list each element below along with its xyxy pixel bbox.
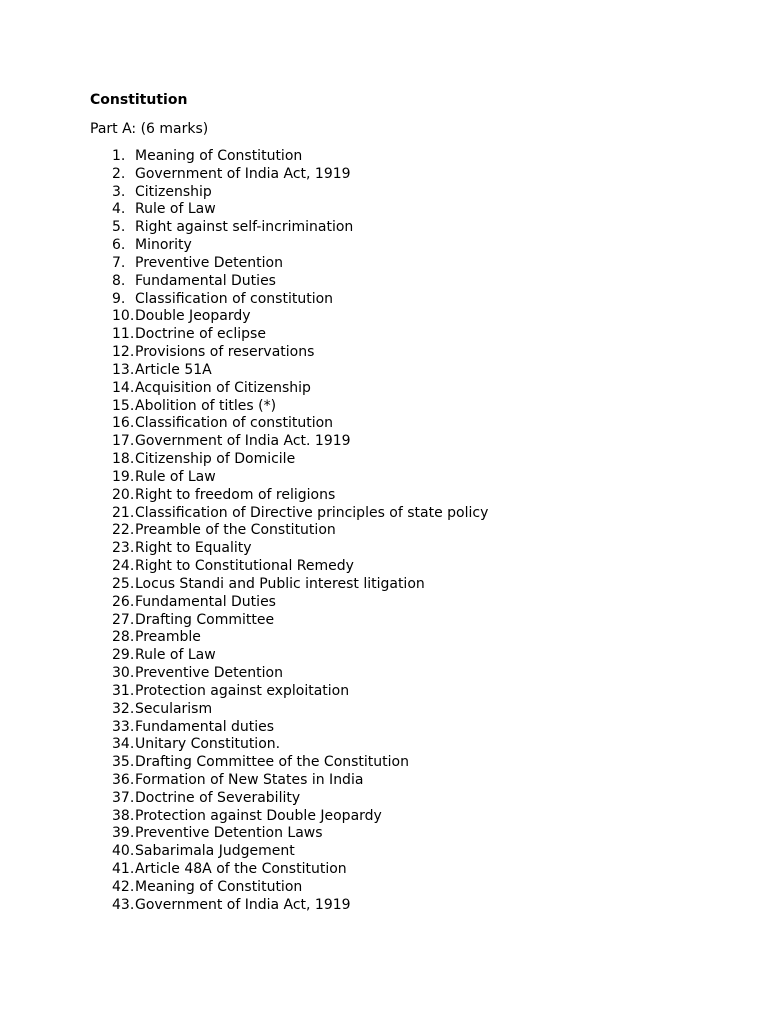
- list-item-text: Provisions of reservations: [135, 344, 315, 361]
- list-item-number: 31.: [112, 682, 135, 699]
- list-item-number: 30.: [112, 665, 135, 682]
- document-title: Constitution: [90, 92, 188, 108]
- list-item-text: Double Jeopardy: [135, 308, 251, 325]
- list-item-number: 9.: [112, 290, 126, 307]
- list-item-text: Citizenship: [135, 183, 212, 200]
- list-item-number: 27.: [112, 611, 135, 628]
- list-item-text: Preventive Detention: [135, 665, 283, 682]
- list-item-text: Article 48A of the Constitution: [135, 861, 347, 878]
- list-item-number: 28.: [112, 629, 135, 646]
- list-item-text: Meaning of Constitution: [135, 878, 303, 895]
- list-item-number: 10.: [112, 308, 135, 325]
- list-item-text: Right to freedom of religions: [135, 486, 336, 503]
- list-item-text: Right to Equality: [135, 540, 252, 557]
- list-item-text: Minority: [135, 237, 192, 254]
- list-item-number: 2.: [112, 165, 126, 182]
- list-item-number: 15.: [112, 397, 135, 414]
- list-item-text: Right to Constitutional Remedy: [135, 558, 354, 575]
- list-item-text: Protection against exploitation: [135, 682, 350, 699]
- list-item-text: Preventive Detention Laws: [135, 825, 323, 842]
- list-item-number: 20.: [112, 486, 135, 503]
- list-item-text: Drafting Committee: [135, 611, 275, 628]
- list-item-number: 24.: [112, 558, 135, 575]
- list-item-text: Preamble of the Constitution: [135, 522, 336, 539]
- list-item-text: Abolition of titles (*): [135, 397, 277, 414]
- list-item-number: 40.: [112, 843, 135, 860]
- list-item-number: 38.: [112, 807, 135, 824]
- list-item-number: 6.: [112, 237, 126, 254]
- list-item-text: Secularism: [135, 700, 213, 717]
- list-item-text: Article 51A: [135, 361, 212, 378]
- list-item-number: 1.: [112, 148, 126, 164]
- list-item-text: Meaning of Constitution: [135, 148, 303, 164]
- list-item-number: 4.: [112, 201, 126, 218]
- list-item-number: 26.: [112, 593, 135, 610]
- list-item-number: 19.: [112, 468, 135, 485]
- list-item-number: 32.: [112, 700, 135, 717]
- list-item-number: 36.: [112, 771, 135, 788]
- list-item-number: 14.: [112, 379, 135, 396]
- section-heading: Part A: (6 marks): [90, 121, 209, 137]
- list-item-number: 35.: [112, 754, 135, 771]
- list-item-text: Doctrine of Severability: [135, 789, 301, 806]
- list-item-text: Rule of Law: [135, 647, 216, 664]
- list-item-text: Classification of constitution: [135, 415, 334, 432]
- list-item-number: 22.: [112, 522, 135, 539]
- list-item-text: Government of India Act, 1919: [135, 896, 351, 913]
- list-item-text: Preventive Detention: [135, 254, 283, 271]
- list-item-text: Unitary Constitution.: [135, 736, 281, 753]
- list-item-text: Doctrine of eclipse: [135, 326, 266, 343]
- list-item-text: Classification of Directive principles of state policy: [135, 504, 489, 521]
- list-item-text: Formation of New States in India: [135, 771, 364, 788]
- list-item-number: 29.: [112, 647, 135, 664]
- list-item-number: 5.: [112, 219, 126, 236]
- list-item-text: Fundamental Duties: [135, 593, 276, 610]
- list-item-text: Fundamental Duties: [135, 272, 276, 289]
- list-item-text: Sabarimala Judgement: [135, 843, 295, 860]
- list-item-number: 3.: [112, 183, 126, 200]
- list-item-number: 23.: [112, 540, 135, 557]
- list-item-number: 11.: [112, 326, 135, 343]
- list-item-number: 7.: [112, 254, 126, 271]
- list-item-number: 17.: [112, 433, 135, 450]
- list-item-text: Preamble: [135, 629, 201, 646]
- list-item-text: Rule of Law: [135, 201, 216, 218]
- list-item-number: 25.: [112, 575, 135, 592]
- list-item-number: 21.: [112, 504, 135, 521]
- list-item-text: Citizenship of Domicile: [135, 451, 296, 468]
- list-item-text: Drafting Committee of the Constitution: [135, 754, 409, 771]
- list-item-text: Protection against Double Jeopardy: [135, 807, 382, 824]
- list-item-number: 16.: [112, 415, 135, 432]
- list-item-number: 12.: [112, 344, 135, 361]
- list-item-text: Rule of Law: [135, 468, 216, 485]
- list-item-text: Classification of constitution: [135, 290, 334, 307]
- list-item-number: 8.: [112, 272, 126, 289]
- list-item-text: Government of India Act. 1919: [135, 433, 351, 450]
- list-item-text: Acquisition of Citizenship: [135, 379, 311, 396]
- list-item-number: 13.: [112, 361, 135, 378]
- list-item-number: 43.: [112, 896, 135, 913]
- list-item-number: 37.: [112, 789, 135, 806]
- list-item-text: Government of India Act, 1919: [135, 165, 351, 182]
- list-item-number: 33.: [112, 718, 135, 735]
- list-item-text: Fundamental duties: [135, 718, 275, 735]
- list-item-number: 34.: [112, 736, 135, 753]
- list-item-text: Right against self-incrimination: [135, 219, 354, 236]
- list-item-text: Locus Standi and Public interest litigation: [135, 575, 425, 592]
- list-item-number: 18.: [112, 451, 135, 468]
- list-item-number: 39.: [112, 825, 135, 842]
- list-item-number: 42.: [112, 878, 135, 895]
- list-item-number: 41.: [112, 861, 135, 878]
